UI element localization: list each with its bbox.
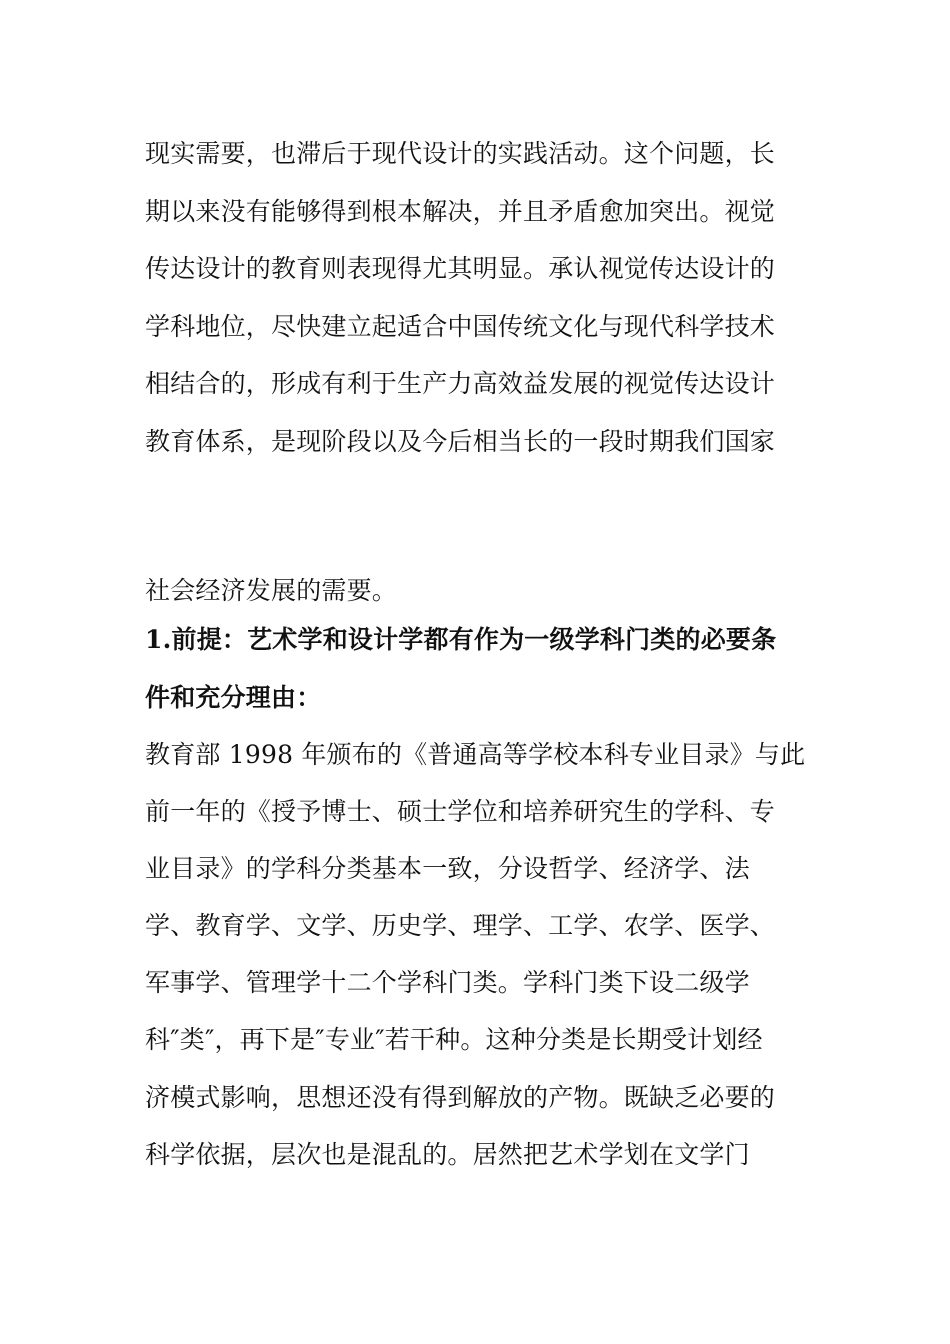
paragraph-line: 社会经济发展的需要。 xyxy=(145,576,398,605)
paragraph-line: 济模式影响，思想还没有得到解放的产物。既缺乏必要的 xyxy=(145,1083,776,1112)
paragraph-line: 军事学、管理学十二个学科门类。学科门类下设二级学 xyxy=(145,968,750,997)
paragraph-line: 学、教育学、文学、历史学、理学、工学、农学、医学、 xyxy=(145,911,776,940)
paragraph-line: 前一年的《授予博士、硕士学位和培养研究生的学科、专 xyxy=(145,797,776,826)
paragraph-line: 现实需要，也滞后于现代设计的实践活动。这个问题，长 xyxy=(145,139,776,168)
paragraph-line: 教育体系，是现阶段以及今后相当长的一段时期我们国家 xyxy=(145,427,776,456)
paragraph-line: 教育部 1998 年颁布的《普通高等学校本科专业目录》与此 xyxy=(145,740,806,769)
section-heading: 件和充分理由： xyxy=(145,683,322,712)
paragraph-line: 科″类″，再下是″专业″若干种。这种分类是长期受计划经 xyxy=(145,1025,763,1054)
section-heading: 1.前提：艺术学和设计学都有作为一级学科门类的必要条 xyxy=(145,625,777,654)
paragraph-line: 传达设计的教育则表现得尤其明显。承认视觉传达设计的 xyxy=(145,254,776,283)
paragraph-line: 科学依据，层次也是混乱的。居然把艺术学划在文学门 xyxy=(145,1140,750,1169)
paragraph-line: 相结合的，形成有利于生产力高效益发展的视觉传达设计 xyxy=(145,369,776,398)
paragraph-line: 学科地位，尽快建立起适合中国传统文化与现代科学技术 xyxy=(145,312,776,341)
paragraph-line: 期以来没有能够得到根本解决，并且矛盾愈加突出。视觉 xyxy=(145,197,776,226)
paragraph-line: 业目录》的学科分类基本一致，分设哲学、经济学、法 xyxy=(145,854,750,883)
